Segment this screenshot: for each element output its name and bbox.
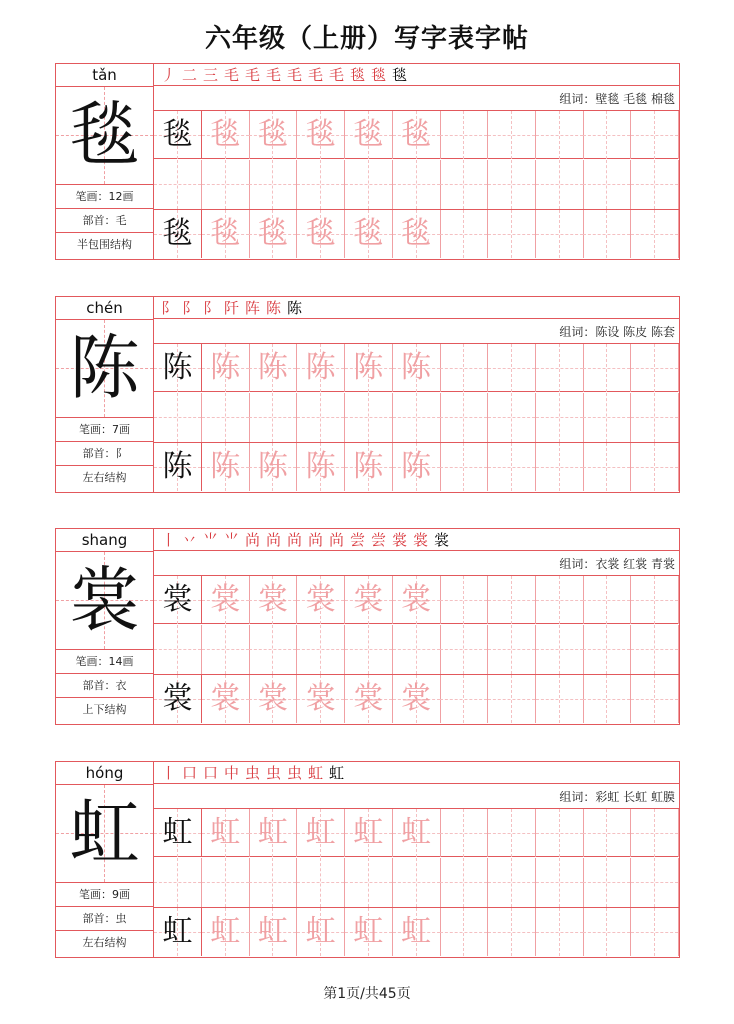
- model-character-cell: [154, 111, 202, 159]
- model-character-cell: [154, 210, 202, 258]
- practice-character: 虹: [353, 914, 384, 949]
- practice-row: [154, 210, 679, 259]
- stroke-step: 裳: [391, 531, 407, 549]
- empty-practice-cell[interactable]: [488, 675, 536, 723]
- empty-practice-cell[interactable]: [631, 210, 679, 258]
- practice-character: 陈: [257, 449, 288, 484]
- stroke-step: 虹: [328, 764, 344, 782]
- empty-practice-cell[interactable]: [583, 625, 631, 674]
- stroke-step: 毯: [370, 66, 386, 84]
- practice-character: 毯: [210, 216, 241, 251]
- empty-practice-cell[interactable]: [583, 393, 631, 442]
- practice-row: [154, 675, 679, 724]
- trace-character-cell[interactable]: [297, 210, 345, 258]
- practice-character: 虹: [257, 815, 288, 850]
- empty-practice-cell[interactable]: [440, 160, 488, 209]
- empty-practice-cell[interactable]: [154, 625, 202, 674]
- trace-character-cell[interactable]: [297, 576, 345, 624]
- trace-character-cell[interactable]: [297, 908, 345, 956]
- practice-row: [154, 344, 679, 392]
- practice-character: 裳: [210, 582, 241, 617]
- character-info-panel: [56, 762, 154, 957]
- practice-character: 虹: [401, 914, 431, 949]
- trace-character-cell[interactable]: [297, 443, 345, 491]
- stroke-step: 阝: [160, 299, 176, 317]
- empty-practice-cell[interactable]: [536, 809, 584, 857]
- practice-character: 毯: [401, 117, 431, 152]
- stroke-step: 尚: [307, 531, 323, 549]
- trace-character-cell[interactable]: [249, 344, 297, 392]
- empty-practice-cell[interactable]: [488, 443, 536, 491]
- empty-practice-cell[interactable]: [154, 858, 202, 907]
- trace-character-cell[interactable]: [202, 576, 250, 624]
- trace-character-cell[interactable]: [345, 111, 393, 159]
- blank-practice-row: [154, 160, 679, 210]
- character-info-panel: [56, 297, 154, 492]
- empty-practice-cell[interactable]: [440, 908, 488, 956]
- stroke-step: 阝: [181, 299, 197, 317]
- empty-practice-cell[interactable]: [536, 576, 584, 624]
- practice-character: 陈: [305, 350, 336, 385]
- empty-practice-cell[interactable]: [488, 393, 536, 442]
- stroke-step: 毛: [307, 66, 323, 84]
- empty-practice-cell[interactable]: [345, 160, 393, 209]
- empty-practice-cell[interactable]: [440, 675, 488, 723]
- empty-practice-cell[interactable]: [536, 625, 584, 674]
- practice-character: 毯: [401, 216, 431, 251]
- trace-character-cell[interactable]: [202, 111, 250, 159]
- practice-character: 陈: [353, 449, 384, 484]
- empty-practice-cell[interactable]: [583, 858, 631, 907]
- character-block: [55, 296, 680, 493]
- empty-practice-cell[interactable]: [440, 393, 488, 442]
- trace-character-cell[interactable]: [345, 443, 393, 491]
- practice-character: 毯: [353, 117, 384, 152]
- empty-practice-cell[interactable]: [393, 625, 441, 674]
- large-character: 虹: [69, 792, 140, 874]
- empty-practice-cell[interactable]: [583, 111, 631, 159]
- practice-character: 裳: [162, 582, 193, 617]
- trace-character-cell[interactable]: [249, 210, 297, 258]
- stroke-step: 虫: [265, 764, 281, 782]
- character-info-panel: [56, 529, 154, 724]
- stroke-step: 裳: [412, 531, 428, 549]
- structure: 半包围结构: [77, 238, 132, 251]
- trace-character-cell[interactable]: [345, 344, 393, 392]
- stroke-step: 毯: [391, 66, 407, 84]
- empty-practice-cell[interactable]: [631, 344, 679, 392]
- trace-character-cell[interactable]: [393, 210, 441, 258]
- practice-character: 虹: [257, 914, 288, 949]
- empty-practice-cell[interactable]: [249, 160, 297, 209]
- practice-character: 虹: [162, 914, 193, 949]
- word-examples: 组词：彩虹 长虹 虹膜: [154, 785, 679, 809]
- stroke-step: 中: [223, 764, 239, 782]
- trace-character-cell[interactable]: [249, 111, 297, 159]
- empty-practice-cell[interactable]: [440, 111, 488, 159]
- empty-practice-cell[interactable]: [440, 210, 488, 258]
- stroke-step: 口: [202, 764, 218, 782]
- empty-practice-cell[interactable]: [631, 809, 679, 857]
- practice-character: 陈: [401, 449, 431, 484]
- empty-practice-cell[interactable]: [488, 908, 536, 956]
- large-character-box: [56, 552, 153, 650]
- trace-character-cell[interactable]: [249, 809, 297, 857]
- empty-practice-cell[interactable]: [297, 858, 345, 907]
- trace-character-cell[interactable]: [202, 675, 250, 723]
- empty-practice-cell[interactable]: [488, 625, 536, 674]
- empty-practice-cell[interactable]: [202, 625, 250, 674]
- stroke-step: 丨: [160, 531, 176, 549]
- empty-practice-cell[interactable]: [345, 393, 393, 442]
- practice-character: 陈: [210, 350, 241, 385]
- empty-practice-cell[interactable]: [345, 858, 393, 907]
- trace-character-cell[interactable]: [393, 809, 441, 857]
- trace-character-cell[interactable]: [393, 443, 441, 491]
- practice-character: 虹: [305, 914, 336, 949]
- trace-character-cell[interactable]: [393, 576, 441, 624]
- empty-practice-cell[interactable]: [536, 160, 584, 209]
- model-character-cell: [154, 344, 202, 392]
- large-character-box: [56, 320, 153, 418]
- practice-row: [154, 443, 679, 492]
- word-examples: 组词：陈设 陈皮 陈套: [154, 320, 679, 344]
- empty-practice-cell[interactable]: [536, 858, 584, 907]
- empty-practice-cell[interactable]: [488, 576, 536, 624]
- stroke-order: [154, 529, 679, 551]
- practice-character: 裳: [353, 681, 384, 716]
- empty-practice-cell[interactable]: [631, 160, 679, 209]
- empty-practice-cell[interactable]: [345, 625, 393, 674]
- trace-character-cell[interactable]: [393, 908, 441, 956]
- empty-practice-cell[interactable]: [488, 344, 536, 392]
- practice-character: 陈: [162, 449, 193, 484]
- practice-character: 裳: [305, 582, 336, 617]
- radical: 部首：阝: [56, 442, 153, 466]
- trace-character-cell[interactable]: [249, 443, 297, 491]
- empty-practice-cell[interactable]: [631, 908, 679, 956]
- practice-character: 毯: [257, 117, 288, 152]
- pinyin: chén: [56, 297, 153, 320]
- pinyin: tǎn: [56, 64, 153, 87]
- empty-practice-cell[interactable]: [202, 160, 250, 209]
- practice-row: [154, 908, 679, 957]
- stroke-step: 裳: [433, 531, 449, 549]
- trace-character-cell[interactable]: [202, 809, 250, 857]
- stroke-step: 尝: [349, 531, 365, 549]
- stroke-step: 丨: [160, 764, 176, 782]
- empty-practice-cell[interactable]: [536, 344, 584, 392]
- practice-character: 毯: [257, 216, 288, 251]
- practice-row: [154, 576, 679, 624]
- stroke-step: 虹: [307, 764, 323, 782]
- empty-practice-cell[interactable]: [536, 111, 584, 159]
- empty-practice-cell[interactable]: [297, 393, 345, 442]
- empty-practice-cell[interactable]: [440, 625, 488, 674]
- practice-character: 裳: [353, 582, 384, 617]
- stroke-count: 笔画：14画: [56, 650, 153, 674]
- stroke-step: 毛: [223, 66, 239, 84]
- empty-practice-cell[interactable]: [440, 344, 488, 392]
- trace-character-cell[interactable]: [345, 576, 393, 624]
- model-character-cell: [154, 809, 202, 857]
- practice-character: 毯: [162, 216, 193, 251]
- stroke-step: 尚: [286, 531, 302, 549]
- stroke-step: 陈: [286, 299, 302, 317]
- practice-character: 陈: [401, 350, 431, 385]
- empty-practice-cell[interactable]: [583, 675, 631, 723]
- page-title: 六年级（上册）写字表字帖: [204, 24, 529, 54]
- empty-practice-cell[interactable]: [631, 576, 679, 624]
- trace-character-cell[interactable]: [345, 210, 393, 258]
- empty-practice-cell[interactable]: [536, 675, 584, 723]
- practice-character: 陈: [162, 350, 193, 385]
- radical: 部首：衣: [56, 674, 153, 698]
- blank-practice-row: [154, 858, 679, 908]
- stroke-step: 阝: [202, 299, 218, 317]
- structure: 上下结构: [82, 703, 127, 716]
- practice-row: [154, 809, 679, 857]
- empty-practice-cell[interactable]: [393, 858, 441, 907]
- model-character-cell: [154, 675, 202, 723]
- stroke-order: [154, 297, 679, 319]
- stroke-order: [154, 762, 679, 784]
- empty-practice-cell[interactable]: [249, 858, 297, 907]
- large-character-box: [56, 785, 153, 883]
- empty-practice-cell[interactable]: [440, 576, 488, 624]
- stroke-step: 毛: [265, 66, 281, 84]
- empty-practice-cell[interactable]: [440, 443, 488, 491]
- stroke-step: 尚: [244, 531, 260, 549]
- stroke-step: 阵: [244, 299, 260, 317]
- stroke-step: 毛: [244, 66, 260, 84]
- stroke-step: 毯: [349, 66, 365, 84]
- trace-character-cell[interactable]: [202, 344, 250, 392]
- practice-character: 陈: [305, 449, 336, 484]
- practice-character: 虹: [401, 815, 431, 850]
- practice-character: 陈: [210, 449, 241, 484]
- stroke-step: 二: [181, 66, 197, 84]
- trace-character-cell[interactable]: [345, 675, 393, 723]
- stroke-step: 毛: [286, 66, 302, 84]
- empty-practice-cell[interactable]: [631, 625, 679, 674]
- structure: 左右结构: [82, 936, 127, 949]
- trace-character-cell[interactable]: [249, 675, 297, 723]
- empty-practice-cell[interactable]: [393, 160, 441, 209]
- empty-practice-cell[interactable]: [202, 858, 250, 907]
- practice-character: 虹: [210, 815, 241, 850]
- empty-practice-cell[interactable]: [488, 809, 536, 857]
- large-character: 裳: [69, 559, 140, 641]
- trace-character-cell[interactable]: [297, 809, 345, 857]
- practice-character: 裳: [210, 681, 241, 716]
- trace-character-cell[interactable]: [202, 443, 250, 491]
- model-character-cell: [154, 443, 202, 491]
- empty-practice-cell[interactable]: [154, 393, 202, 442]
- empty-practice-cell[interactable]: [631, 675, 679, 723]
- radical: 部首：毛: [56, 209, 153, 233]
- pinyin: shang: [56, 529, 153, 552]
- empty-practice-cell[interactable]: [536, 393, 584, 442]
- empty-practice-cell[interactable]: [631, 393, 679, 442]
- practice-character: 裳: [257, 681, 288, 716]
- large-character: 毯: [69, 94, 140, 176]
- empty-practice-cell[interactable]: [488, 858, 536, 907]
- stroke-order: [154, 64, 679, 86]
- stroke-count: 笔画：7画: [56, 418, 153, 442]
- stroke-step: 虫: [286, 764, 302, 782]
- practice-row: [154, 111, 679, 159]
- trace-character-cell[interactable]: [345, 809, 393, 857]
- practice-character: 虹: [353, 815, 384, 850]
- blank-practice-row: [154, 393, 679, 443]
- practice-character: 毯: [210, 117, 241, 152]
- practice-character: 裳: [401, 681, 431, 716]
- empty-practice-cell[interactable]: [583, 443, 631, 491]
- page-footer: 第1页/共45页: [323, 986, 411, 1002]
- empty-practice-cell[interactable]: [583, 344, 631, 392]
- practice-character: 裳: [257, 582, 288, 617]
- stroke-count: 笔画：12画: [56, 185, 153, 209]
- trace-character-cell[interactable]: [297, 675, 345, 723]
- stroke-step: 尚: [328, 531, 344, 549]
- trace-character-cell[interactable]: [393, 344, 441, 392]
- trace-character-cell[interactable]: [297, 344, 345, 392]
- character-block: [55, 761, 680, 958]
- stroke-step: 三: [202, 66, 218, 84]
- radical: 部首：虫: [56, 907, 153, 931]
- practice-character: 陈: [353, 350, 384, 385]
- stroke-count: 笔画：9画: [56, 883, 153, 907]
- stroke-step: ⺌: [202, 531, 218, 549]
- large-character-box: [56, 87, 153, 185]
- empty-practice-cell[interactable]: [631, 111, 679, 159]
- practice-character: 裳: [305, 681, 336, 716]
- stroke-step: 陈: [265, 299, 281, 317]
- character-block: [55, 63, 680, 260]
- model-character-cell: [154, 908, 202, 956]
- stroke-step: 虫: [244, 764, 260, 782]
- model-character-cell: [154, 576, 202, 624]
- empty-practice-cell[interactable]: [536, 443, 584, 491]
- pinyin: hóng: [56, 762, 153, 785]
- stroke-step: ⺌: [223, 531, 239, 549]
- empty-practice-cell[interactable]: [154, 160, 202, 209]
- trace-character-cell[interactable]: [297, 111, 345, 159]
- stroke-step: 毛: [328, 66, 344, 84]
- large-character: 陈: [69, 327, 140, 409]
- empty-practice-cell[interactable]: [631, 858, 679, 907]
- empty-practice-cell[interactable]: [249, 625, 297, 674]
- practice-character: 毯: [305, 216, 336, 251]
- stroke-step: 尚: [265, 531, 281, 549]
- empty-practice-cell[interactable]: [393, 393, 441, 442]
- empty-practice-cell[interactable]: [583, 908, 631, 956]
- practice-character: 毯: [353, 216, 384, 251]
- character-block: [55, 528, 680, 725]
- empty-practice-cell[interactable]: [536, 210, 584, 258]
- trace-character-cell[interactable]: [202, 908, 250, 956]
- word-examples: 组词：衣裳 红裳 青裳: [154, 552, 679, 576]
- empty-practice-cell[interactable]: [488, 111, 536, 159]
- empty-practice-cell[interactable]: [583, 210, 631, 258]
- stroke-step: 尝: [370, 531, 386, 549]
- empty-practice-cell[interactable]: [631, 443, 679, 491]
- stroke-step: 丷: [181, 531, 197, 549]
- trace-character-cell[interactable]: [249, 908, 297, 956]
- empty-practice-cell[interactable]: [583, 809, 631, 857]
- trace-character-cell[interactable]: [345, 908, 393, 956]
- stroke-step: 阡: [223, 299, 239, 317]
- practice-character: 毯: [162, 117, 193, 152]
- practice-character: 裳: [162, 681, 193, 716]
- practice-character: 虹: [210, 914, 241, 949]
- stroke-step: 口: [181, 764, 197, 782]
- empty-practice-cell[interactable]: [536, 908, 584, 956]
- practice-character: 虹: [305, 815, 336, 850]
- trace-character-cell[interactable]: [202, 210, 250, 258]
- practice-character: 虹: [162, 815, 193, 850]
- word-examples: 组词：壁毯 毛毯 棉毯: [154, 87, 679, 111]
- character-info-panel: [56, 64, 154, 259]
- trace-character-cell[interactable]: [393, 111, 441, 159]
- blank-practice-row: [154, 625, 679, 675]
- trace-character-cell[interactable]: [393, 675, 441, 723]
- empty-practice-cell[interactable]: [297, 625, 345, 674]
- stroke-step: 丿: [160, 66, 176, 84]
- empty-practice-cell[interactable]: [440, 809, 488, 857]
- trace-character-cell[interactable]: [249, 576, 297, 624]
- structure: 左右结构: [82, 471, 127, 484]
- empty-practice-cell[interactable]: [583, 160, 631, 209]
- empty-practice-cell[interactable]: [249, 393, 297, 442]
- empty-practice-cell[interactable]: [583, 576, 631, 624]
- empty-practice-cell[interactable]: [202, 393, 250, 442]
- empty-practice-cell[interactable]: [488, 160, 536, 209]
- practice-character: 毯: [305, 117, 336, 152]
- practice-character: 陈: [257, 350, 288, 385]
- practice-character: 裳: [401, 582, 431, 617]
- empty-practice-cell[interactable]: [297, 160, 345, 209]
- empty-practice-cell[interactable]: [488, 210, 536, 258]
- empty-practice-cell[interactable]: [440, 858, 488, 907]
